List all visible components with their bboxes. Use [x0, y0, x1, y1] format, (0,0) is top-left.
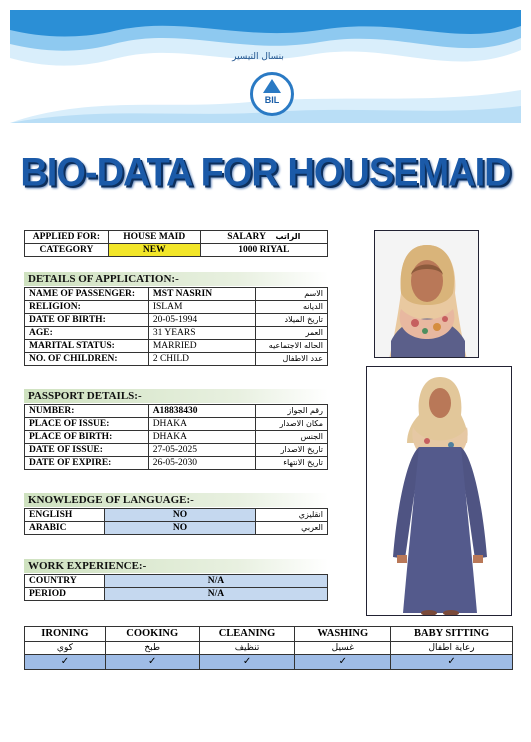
passport-value: DHAKA [148, 431, 255, 444]
skill-label: CLEANING [199, 627, 295, 642]
detail-label: NAME OF PASSENGER: [25, 288, 149, 301]
skill-label-ar: رعاية اطفال [391, 642, 513, 655]
experience-value: N/A [104, 588, 327, 601]
salary-label-cell [200, 231, 327, 244]
page-title: BIO-DATA FOR HOUSEMAID [20, 150, 511, 196]
table-row [25, 288, 328, 301]
passport-label: PLACE OF BIRTH: [25, 431, 149, 444]
detail-label: DATE OF BIRTH: [25, 314, 149, 327]
language-table [24, 508, 328, 535]
logo-arabic-text: ﺑﻨﺴﺎﻝ ﺍﻟﺘﻴﺴﻴﺮ [232, 52, 284, 62]
table-row [25, 431, 328, 444]
company-logo [250, 72, 294, 116]
check-icon: ✓ [25, 655, 106, 670]
passport-label-ar: الجنس [256, 431, 328, 444]
experience-label: COUNTRY [25, 575, 105, 588]
category-label: CATEGORY [25, 244, 109, 257]
logo-letters: BIL [264, 95, 280, 105]
skill-label-ar: طبخ [105, 642, 199, 655]
salary-label-ar: الراتب [275, 232, 301, 241]
salary-value: 1000 RIYAL [200, 244, 327, 257]
table-row [25, 340, 328, 353]
language-value: NO [104, 509, 255, 522]
table-row [25, 575, 328, 588]
language-label-ar: انقليزي [256, 509, 328, 522]
applied-for-value: HOUSE MAID [108, 231, 200, 244]
check-icon: ✓ [391, 655, 513, 670]
detail-value: 20-05-1994 [148, 314, 255, 327]
portrait-illustration [375, 231, 479, 358]
table-row [25, 353, 328, 366]
detail-value: 2 CHILD [148, 353, 255, 366]
passport-label: DATE OF EXPIRE: [25, 457, 149, 470]
detail-value: MARRIED [148, 340, 255, 353]
portrait-photo [374, 230, 479, 358]
detail-value: 31 YEARS [148, 327, 255, 340]
table-row [25, 418, 328, 431]
logo-triangle-icon [263, 79, 281, 93]
full-body-illustration [367, 367, 512, 616]
experience-value: N/A [104, 575, 327, 588]
passport-label: DATE OF ISSUE: [25, 444, 149, 457]
table-row [25, 405, 328, 418]
table-row [25, 522, 328, 535]
passport-heading: PASSPORT DETAILS:- [24, 389, 328, 403]
check-icon: ✓ [199, 655, 295, 670]
skill-label: WASHING [295, 627, 391, 642]
salary-label: SALARY [227, 232, 266, 242]
passport-table [24, 404, 328, 470]
skill-label-ar: كوي [25, 642, 106, 655]
language-label: ARABIC [25, 522, 105, 535]
detail-label-ar: العمر [256, 327, 328, 340]
table-row [25, 301, 328, 314]
details-heading: DETAILS OF APPLICATION:- [24, 272, 328, 286]
experience-heading: WORK EXPERIENCE:- [24, 559, 328, 573]
details-table [24, 287, 328, 366]
table-row [25, 509, 328, 522]
detail-label: AGE: [25, 327, 149, 340]
full-body-photo [366, 366, 512, 616]
detail-label: NO. OF CHILDREN: [25, 353, 149, 366]
table-row [25, 444, 328, 457]
passport-value: DHAKA [148, 418, 255, 431]
table-row [25, 588, 328, 601]
detail-value: MST NASRIN [148, 288, 255, 301]
applied-for-label: APPLIED FOR: [25, 231, 109, 244]
experience-label: PERIOD [25, 588, 105, 601]
passport-value: 27-05-2025 [148, 444, 255, 457]
passport-label-ar: مكان الاصدار [256, 418, 328, 431]
detail-value: ISLAM [148, 301, 255, 314]
skill-label-ar: تنظيف [199, 642, 295, 655]
skill-label: BABY SITTING [391, 627, 513, 642]
category-value: NEW [108, 244, 200, 257]
application-table [24, 230, 328, 257]
detail-label-ar: تاريخ الميلاد [256, 314, 328, 327]
passport-label-ar: رقم الجواز [256, 405, 328, 418]
detail-label-ar: الاسم [256, 288, 328, 301]
table-row [25, 327, 328, 340]
detail-label-ar: عدد الاطفال [256, 353, 328, 366]
skill-label: COOKING [105, 627, 199, 642]
detail-label: RELIGION: [25, 301, 149, 314]
passport-label: PLACE OF ISSUE: [25, 418, 149, 431]
check-icon: ✓ [105, 655, 199, 670]
language-label: ENGLISH [25, 509, 105, 522]
passport-label-ar: تاريخ الانتهاء [256, 457, 328, 470]
detail-label: MARITAL STATUS: [25, 340, 149, 353]
check-icon: ✓ [295, 655, 391, 670]
table-row [25, 314, 328, 327]
skill-label-ar: غسيل [295, 642, 391, 655]
experience-table [24, 574, 328, 601]
passport-label-ar: تاريخ الاصدار [256, 444, 328, 457]
language-heading: KNOWLEDGE OF LANGUAGE:- [24, 493, 328, 507]
detail-label-ar: الديانه [256, 301, 328, 314]
passport-label: NUMBER: [25, 405, 149, 418]
detail-label-ar: الحاله الاجتماعيه [256, 340, 328, 353]
table-row [25, 457, 328, 470]
skill-label: IRONING [25, 627, 106, 642]
passport-value: A18838430 [148, 405, 255, 418]
language-value: NO [104, 522, 255, 535]
header-banner [10, 10, 521, 123]
language-label-ar: العربي [256, 522, 328, 535]
skills-table [24, 626, 513, 670]
passport-value: 26-05-2030 [148, 457, 255, 470]
